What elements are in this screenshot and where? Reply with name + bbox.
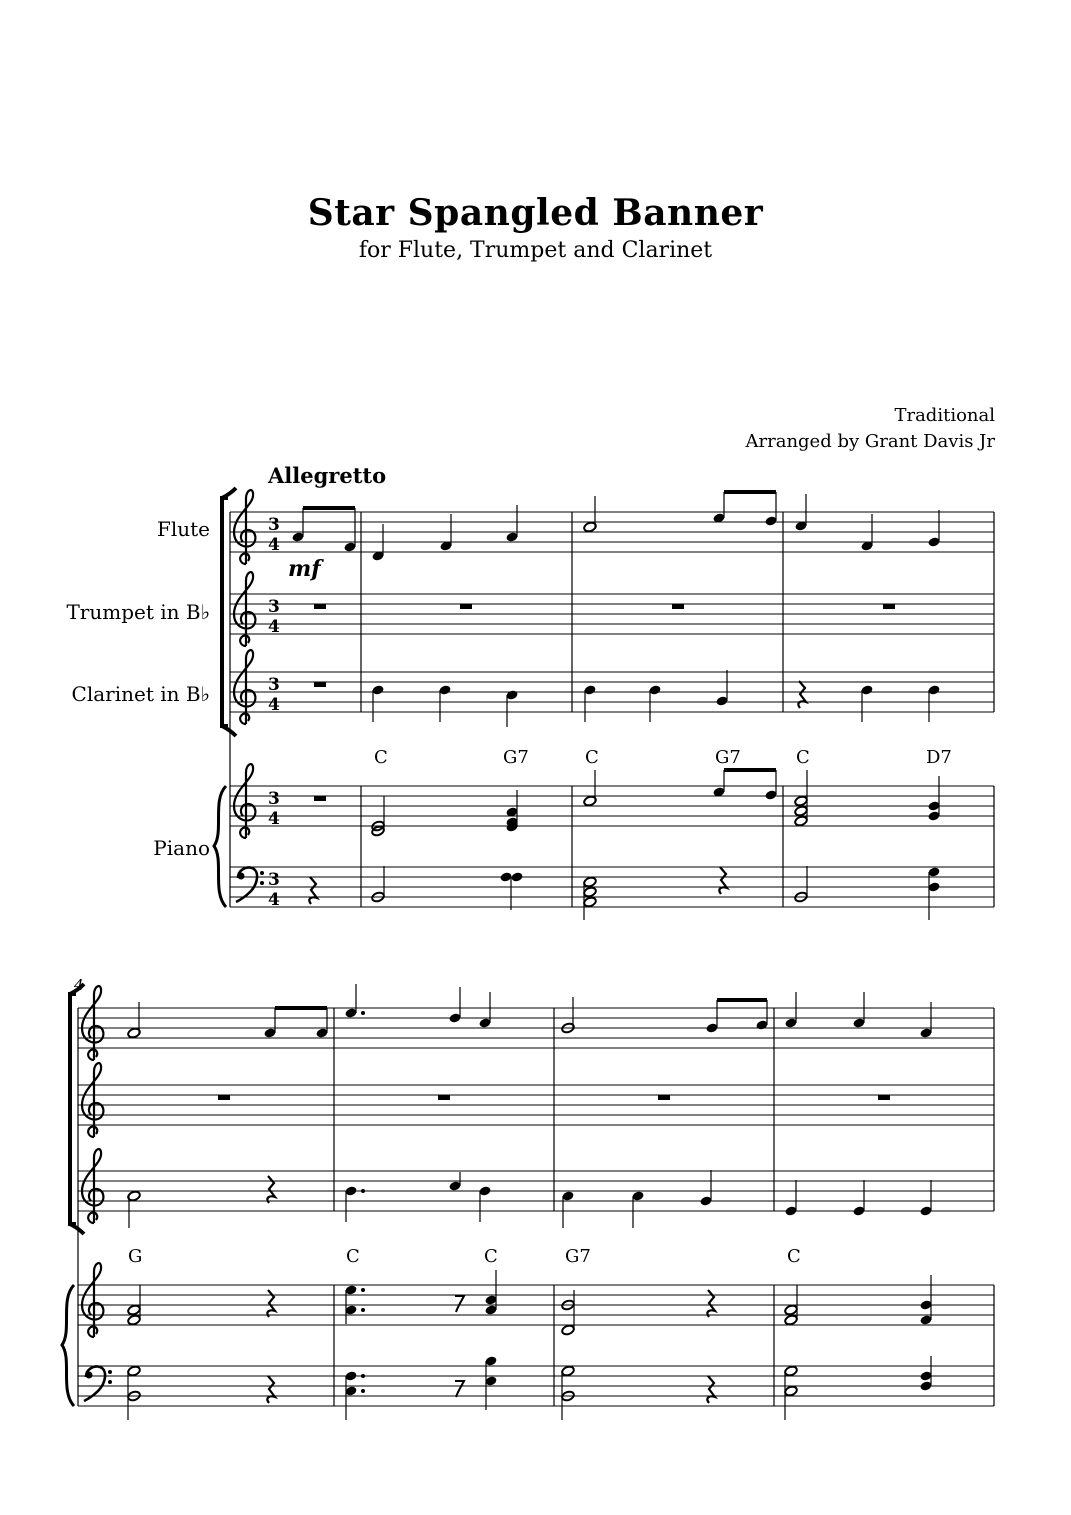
- chord-symbol: D7: [926, 747, 952, 768]
- time-sig-numerator: 3: [268, 515, 280, 535]
- treble-clef-icon: [234, 490, 255, 564]
- treble-clef-icon: [82, 1063, 103, 1137]
- clarinet-notes-system-2: [127, 1170, 933, 1228]
- staff-lines-piano-left: [230, 867, 994, 907]
- piano-right-notes-system-2: [127, 1270, 933, 1336]
- treble-clef-icon: [234, 650, 255, 724]
- chord-symbol: G7: [715, 747, 741, 768]
- chord-symbol: G7: [565, 1246, 591, 1267]
- staff-lines-clarinet: [230, 672, 994, 712]
- tempo-marking: Allegretto: [268, 463, 387, 488]
- staff-lines-flute: [230, 512, 994, 552]
- piano-brace: [214, 786, 226, 907]
- chord-symbol: G: [128, 1246, 143, 1267]
- time-sig-denominator: 4: [268, 535, 280, 555]
- time-sig-numerator: 3: [268, 870, 280, 890]
- staff-lines-flute: [78, 1008, 994, 1048]
- piano-right-notes-system-1: [314, 770, 941, 837]
- score-subtitle: for Flute, Trumpet and Clarinet: [358, 238, 713, 263]
- time-signatures-system-1: [268, 515, 280, 910]
- staff-lines-piano-left: [78, 1366, 994, 1406]
- barlines-system-1: [230, 512, 994, 907]
- chord-symbol: C: [484, 1246, 498, 1267]
- instrument-label-piano: Piano: [153, 836, 210, 860]
- time-sig-numerator: 3: [268, 789, 280, 809]
- instrument-label-trumpet: Trumpet in B♭: [66, 600, 210, 624]
- staff-lines-trumpet: [230, 594, 994, 634]
- instrument-label-clarinet: Clarinet in B♭: [71, 682, 210, 706]
- treble-clef-icon: [82, 1263, 103, 1337]
- chord-symbol: C: [796, 747, 810, 768]
- system-1: [214, 488, 994, 920]
- time-sig-denominator: 4: [268, 695, 280, 715]
- measure-number: 4: [74, 976, 84, 994]
- chord-symbol: G7: [503, 747, 529, 768]
- chord-symbol: C: [346, 1246, 360, 1267]
- time-sig-denominator: 4: [268, 890, 280, 910]
- chord-symbol: C: [374, 747, 388, 768]
- clarinet-notes-system-1: [314, 670, 941, 727]
- score-title: Star Spangled Banner: [307, 192, 764, 234]
- barlines-system-2: [78, 1008, 994, 1406]
- system-2: [62, 976, 994, 1420]
- staff-lines-piano-right: [230, 786, 994, 826]
- staff-lines-clarinet: [78, 1171, 994, 1211]
- time-sig-denominator: 4: [268, 809, 280, 829]
- treble-clef-icon: [82, 1149, 103, 1223]
- treble-clef-icon: [234, 764, 255, 838]
- treble-clef-icon: [82, 986, 103, 1060]
- staff-lines-piano-right: [78, 1285, 994, 1325]
- arranger-credit: Arranged by Grant Davis Jr: [745, 431, 995, 452]
- chord-symbol: C: [585, 747, 599, 768]
- treble-clef-icon: [234, 572, 255, 646]
- time-sig-denominator: 4: [268, 617, 280, 637]
- dynamic-marking: mf: [288, 556, 321, 582]
- piano-brace: [62, 1285, 74, 1406]
- staff-lines-trumpet: [78, 1085, 994, 1125]
- trumpet-rests-system-1: [314, 604, 895, 609]
- piano-left-notes-system-1: [309, 866, 940, 920]
- chord-symbol: C: [787, 1246, 801, 1267]
- chord-symbols-system-1: [374, 747, 952, 768]
- flute-notes-system-1: [291, 492, 940, 562]
- time-sig-numerator: 3: [268, 675, 280, 695]
- piano-left-notes-system-2: [127, 1355, 933, 1420]
- chord-symbols-system-2: [128, 1246, 801, 1267]
- composer-credit: Traditional: [894, 405, 995, 426]
- time-sig-numerator: 3: [268, 597, 280, 617]
- flute-notes-system-2: [127, 984, 933, 1039]
- instrument-label-flute: Flute: [156, 517, 210, 541]
